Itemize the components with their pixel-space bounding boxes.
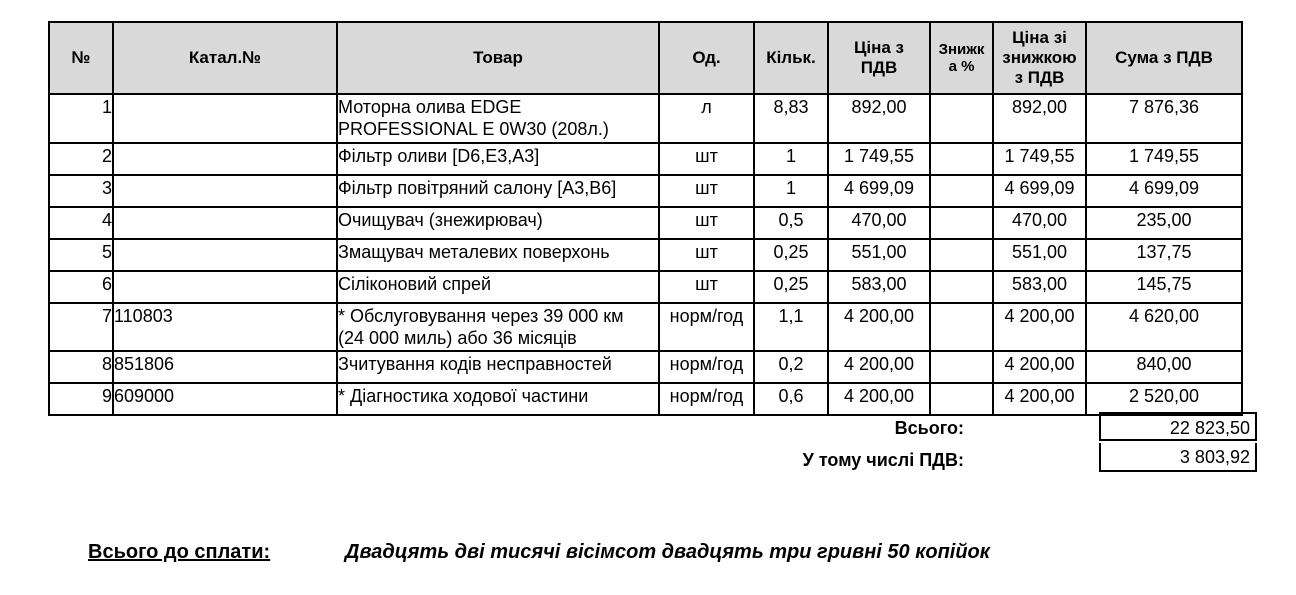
catalog-number-cell [113,175,337,207]
unit-cell: норм/год [659,351,754,383]
quantity-cell: 0,25 [754,239,828,271]
price-discounted-cell: 4 200,00 [993,351,1086,383]
vat-label: У тому числі ПДВ: [802,450,964,470]
payment-amount-words: Двадцять дві тисячі вісімсот двадцять три гривні 50 копійок [345,541,990,563]
product-name-cell [337,207,659,239]
total-value: 22 823,50 [1099,412,1257,441]
product-name-cell [337,94,659,143]
catalog-number-cell [113,94,337,143]
header-price-line: ПДВ [860,58,898,77]
product-name-line: Зчитування кодів несправностей [338,354,612,374]
sum-cell: 840,00 [1086,351,1242,383]
catalog-number-cell [113,271,337,303]
discount-cell [930,175,993,207]
quantity-cell: 0,5 [754,207,828,239]
price-discounted-cell: 4 200,00 [993,303,1086,351]
quantity-cell: 0,25 [754,271,828,303]
header-number: № [49,22,113,94]
invoice-table [48,21,1243,416]
sum-cell: 4 699,09 [1086,175,1242,207]
quantity-cell: 0,6 [754,383,828,415]
product-name-line: (24 000 миль) або 36 місяців [338,328,577,348]
discount-cell [930,303,993,351]
unit-cell: норм/год [659,383,754,415]
unit-cell: шт [659,175,754,207]
product-name-line: * Обслуговування через 39 000 км [338,306,624,326]
product-name-line: Фільтр оливи [D6,E3,A3] [338,146,540,166]
discount-cell [930,383,993,415]
header-row [49,22,1242,94]
table-row [49,351,1242,383]
price-discounted-cell: 4 200,00 [993,383,1086,415]
header-catalog-number: Катал.№ [113,22,337,94]
discount-cell [930,271,993,303]
sum-cell: 235,00 [1086,207,1242,239]
catalog-number-cell [113,143,337,175]
price-cell: 583,00 [828,271,930,303]
price-cell: 4 699,09 [828,175,930,207]
table-row [49,271,1242,303]
product-name-line: * Діагностика ходової частини [338,386,589,406]
product-name-cell [337,303,659,351]
product-name-cell [337,175,659,207]
header-discount-line: а % [948,58,975,75]
sum-cell: 7 876,36 [1086,94,1242,143]
price-cell: 4 200,00 [828,351,930,383]
price-discounted-cell: 4 699,09 [993,175,1086,207]
unit-cell: шт [659,271,754,303]
discount-cell [930,351,993,383]
catalog-number-cell [113,207,337,239]
table-row [49,207,1242,239]
unit-cell: норм/год [659,303,754,351]
price-cell: 551,00 [828,239,930,271]
catalog-number-cell: 609000 [113,383,337,415]
header-quantity: Кільк. [754,22,828,94]
quantity-cell: 1,1 [754,303,828,351]
discount-cell [930,239,993,271]
header-price [828,22,930,94]
quantity-cell: 8,83 [754,94,828,143]
row-number-cell: 3 [49,175,113,207]
row-number-cell: 9 [49,383,113,415]
price-cell: 470,00 [828,207,930,239]
product-name-cell [337,351,659,383]
header-discount-line: Знижк [938,41,985,58]
row-number-cell: 5 [49,239,113,271]
sum-cell: 2 520,00 [1086,383,1242,415]
table-row [49,303,1242,351]
product-name-cell [337,271,659,303]
header-price-discounted [993,22,1086,94]
product-name-cell [337,383,659,415]
product-name-cell [337,143,659,175]
product-name-line: Сіліконовий спрей [338,274,492,294]
row-number-cell: 7 [49,303,113,351]
row-number-cell: 6 [49,271,113,303]
discount-cell [930,143,993,175]
quantity-cell: 0,2 [754,351,828,383]
unit-cell: шт [659,143,754,175]
catalog-number-cell: 851806 [113,351,337,383]
table-row [49,175,1242,207]
header-unit: Од. [659,22,754,94]
row-number-cell: 4 [49,207,113,239]
table-row [49,143,1242,175]
unit-cell: л [659,94,754,143]
header-price-disc-line: знижкою [1002,48,1077,67]
product-name-line: PROFESSIONAL E 0W30 (208л.) [338,119,609,139]
sum-cell: 137,75 [1086,239,1242,271]
price-discounted-cell: 1 749,55 [993,143,1086,175]
table-row [49,239,1242,271]
product-name-line: Фільтр повітряний салону [A3,B6] [338,178,617,198]
price-cell: 892,00 [828,94,930,143]
header-sum: Сума з ПДВ [1086,22,1242,94]
sum-cell: 1 749,55 [1086,143,1242,175]
product-name-cell [337,239,659,271]
header-price-disc-line: з ПДВ [1014,68,1065,87]
table-row [49,94,1242,143]
quantity-cell: 1 [754,143,828,175]
product-name-line: Очищувач (знежирювач) [338,210,543,230]
row-number-cell: 2 [49,143,113,175]
product-name-line: Моторна олива EDGE [338,97,522,117]
row-number-cell: 8 [49,351,113,383]
price-discounted-cell: 551,00 [993,239,1086,271]
product-name-line: Змащувач металевих поверхонь [338,242,610,262]
price-cell: 4 200,00 [828,303,930,351]
vat-value: 3 803,92 [1099,443,1257,472]
catalog-number-cell: 110803 [113,303,337,351]
price-discounted-cell: 892,00 [993,94,1086,143]
catalog-number-cell [113,239,337,271]
quantity-cell: 1 [754,175,828,207]
unit-cell: шт [659,207,754,239]
price-cell: 1 749,55 [828,143,930,175]
row-number-cell: 1 [49,94,113,143]
sum-cell: 145,75 [1086,271,1242,303]
header-price-disc-line: Ціна зі [1012,28,1067,47]
header-product: Товар [337,22,659,94]
header-discount [930,22,993,94]
table-row [49,383,1242,415]
header-price-line: Ціна з [853,38,905,57]
price-cell: 4 200,00 [828,383,930,415]
discount-cell [930,207,993,239]
total-label: Всього: [894,418,964,438]
payment-label: Всього до сплати: [88,541,271,563]
price-discounted-cell: 470,00 [993,207,1086,239]
discount-cell [930,94,993,143]
price-discounted-cell: 583,00 [993,271,1086,303]
sum-cell: 4 620,00 [1086,303,1242,351]
unit-cell: шт [659,239,754,271]
